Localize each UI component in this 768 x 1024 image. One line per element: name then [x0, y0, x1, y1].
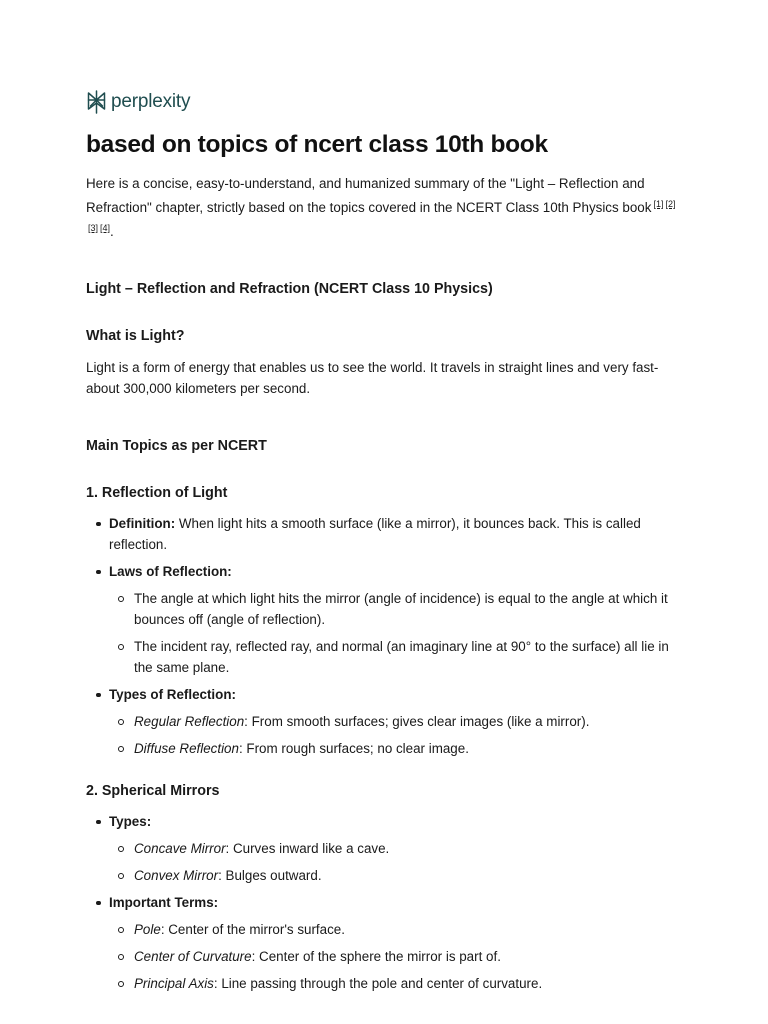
- main-topics-heading: Main Topics as per NCERT: [86, 438, 267, 454]
- mirrors-list: [86, 811, 686, 994]
- list-item: [86, 892, 686, 913]
- term-desc: : From smooth surfaces; gives clear images (like a mirror).: [244, 714, 590, 729]
- term: Convex Mirror: [134, 868, 219, 883]
- definition-text: When light hits a smooth surface (like a mirror), it bounces back. This is called reflection.: [109, 516, 641, 552]
- terms-sublist: [109, 919, 686, 994]
- intro-end: .: [110, 224, 114, 239]
- list-item: [109, 919, 686, 940]
- list-item: [109, 865, 686, 886]
- term: Regular Reflection: [134, 714, 245, 729]
- types-sublist: [109, 711, 686, 759]
- list-item: [109, 838, 686, 859]
- page-title: based on topics of ncert class 10th book: [86, 131, 548, 158]
- term-desc: : Curves inward like a cave.: [225, 841, 390, 856]
- perplexity-logo-icon: [86, 90, 107, 114]
- perplexity-logo[interactable]: [86, 90, 190, 114]
- term-desc: : Line passing through the pole and center of curvature.: [213, 976, 543, 991]
- logo-wordmark: perplexity: [111, 91, 191, 112]
- intro-paragraph: [86, 173, 686, 242]
- term: Pole: [134, 922, 161, 937]
- list-item: The angle at which light hits the mirror (angle of incidence) is equal to the angle at which it bounces off (angle of reflection).: [109, 588, 686, 630]
- citation-3[interactable]: [3]: [88, 223, 99, 233]
- term: Center of Curvature: [134, 949, 252, 964]
- list-item: [86, 684, 686, 705]
- laws-label: Laws of Reflection:: [109, 564, 232, 579]
- what-is-light-text: Light is a form of energy that enables us to see the world. It travels in straight lines and very fast-about 300,000 kilometers per second.: [86, 360, 659, 396]
- intro-text: Here is a concise, easy-to-understand, and humanized summary of the "Light – Reflection and Refraction" chapter, strictly based on the topics covered in the NCERT Class 10th Physics book: [86, 176, 652, 215]
- reflection-heading: 1. Reflection of Light: [86, 485, 228, 501]
- list-item: [86, 561, 686, 582]
- list-item: [109, 946, 686, 967]
- reflection-list: [86, 513, 686, 759]
- citation-4[interactable]: [4]: [100, 223, 111, 233]
- term: Concave Mirror: [134, 841, 226, 856]
- what-is-light-heading: What is Light?: [86, 328, 185, 344]
- terms-label: Important Terms:: [109, 895, 219, 910]
- laws-sublist: [109, 588, 686, 678]
- citation-2[interactable]: [2]: [665, 199, 676, 209]
- definition-label: Definition:: [109, 516, 176, 531]
- chapter-heading: Light – Reflection and Refraction (NCERT Class 10 Physics): [86, 281, 493, 297]
- citation-1[interactable]: [1]: [653, 199, 664, 209]
- mirror-types-label: Types:: [109, 814, 152, 829]
- answer-content: [86, 128, 686, 994]
- list-item: [109, 973, 686, 994]
- list-item: [86, 811, 686, 832]
- mirrors-heading: 2. Spherical Mirrors: [86, 783, 220, 799]
- mirror-types-sublist: [109, 838, 686, 886]
- term-desc: : Center of the sphere the mirror is part of.: [251, 949, 501, 964]
- list-item: [109, 711, 686, 732]
- list-item: The incident ray, reflected ray, and normal (an imaginary line at 90° to the surface) all lie in the same plane.: [109, 636, 686, 678]
- list-item: [109, 738, 686, 759]
- term: Principal Axis: [134, 976, 214, 991]
- term-desc: : From rough surfaces; no clear image.: [238, 741, 469, 756]
- types-label: Types of Reflection:: [109, 687, 236, 702]
- term-desc: : Bulges outward.: [218, 868, 322, 883]
- term-desc: : Center of the mirror's surface.: [160, 922, 345, 937]
- term: Diffuse Reflection: [134, 741, 239, 756]
- list-item: [86, 513, 686, 555]
